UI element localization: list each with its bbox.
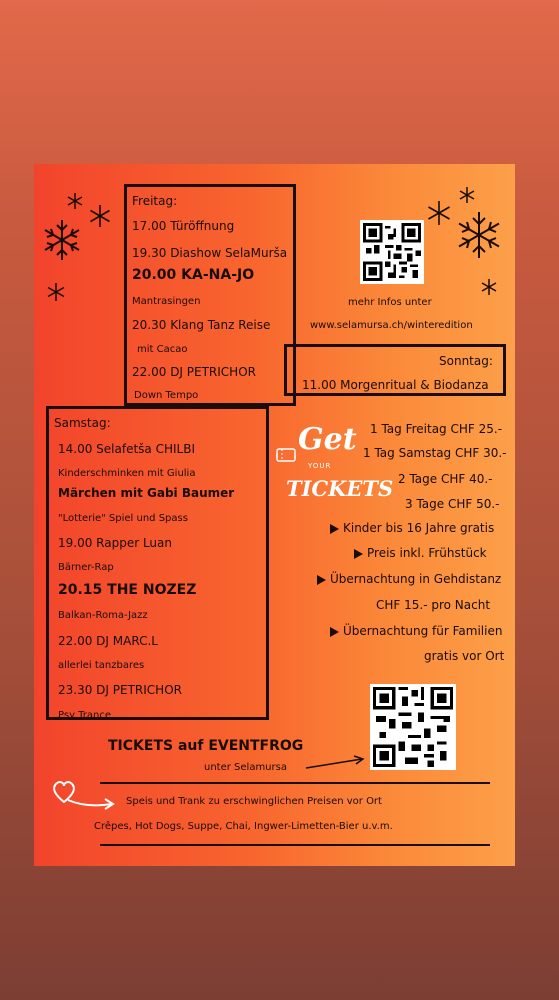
note-line: gratis vor Ort [424,649,505,663]
snowflake-icon [88,204,112,228]
saturday-item-sub: Psy Trance [58,710,112,721]
friday-item: 20.00 KA-NA-JO [132,267,255,283]
badge-your: YOUR [308,462,332,470]
arrow-icon [304,754,368,772]
get-your-tickets-badge [272,422,394,514]
saturday-item: 20.15 THE NOZEZ [58,582,197,598]
saturday-item: Märchen mit Gabi Baumer [58,486,235,500]
event-poster [34,164,515,866]
note-line: Übernachtung in Gehdistanz [317,572,501,586]
price-line: 1 Tag Freitag CHF 25.- [370,422,503,436]
note-line: Übernachtung für Familien [330,624,502,638]
tickets-title: TICKETS auf EVENTFROG [108,738,304,754]
sunday-item: 11.00 Morgenritual & Biodanza [302,378,489,392]
snowflake-icon [458,186,476,204]
info-line: mehr Infos unter [348,297,432,308]
friday-item-sub: Down Tempo [134,390,199,401]
note-line: Preis inkl. Frühstück [354,546,487,560]
price-line: 1 Tag Samstag CHF 30.- [363,446,507,460]
triangle-arrow-icon [317,575,326,585]
tickets-sub: unter Selamursa [204,762,287,773]
saturday-item-sub: Bärner-Rap [58,562,114,573]
qr-code-icon [370,684,456,770]
friday-item: 20.30 Klang Tanz Reise [132,318,271,332]
badge-get: Get [298,422,357,457]
note-line: CHF 15.- pro Nacht [376,598,491,612]
friday-item: 22.00 DJ PETRICHOR [132,365,256,379]
saturday-item: 14.00 Selafetša CHILBI [58,442,195,456]
saturday-item: 22.00 DJ MARC.L [58,634,158,648]
info-url: www.selamursa.ch/winteredition [310,320,473,331]
saturday-item: 19.00 Rapper Luan [58,536,172,550]
snowflake-icon [38,216,86,264]
snowflake-icon [452,208,506,262]
saturday-item-sub: allerlei tanzbares [58,660,145,671]
snowflake-icon [480,278,498,296]
friday-item-sub: mit Cacao [137,344,188,355]
food-line: Speis und Trank zu erschwinglichen Preisen vor Ort [126,796,382,807]
saturday-item-sub: Balkan-Roma-Jazz [58,610,148,621]
snowflake-icon [46,282,66,302]
divider-line [100,844,490,846]
friday-item: 19.30 Diashow SelaMurša [132,246,288,260]
saturday-item-sub: Kinderschminken mit Giulia [58,468,196,479]
food-line: Crêpes, Hot Dogs, Suppe, Chai, Ingwer-Limetten-Bier u.v.m. [94,821,393,832]
friday-item: 17.00 Türöffnung [132,219,235,233]
price-line: 2 Tage CHF 40.- [398,472,493,486]
price-line: 3 Tage CHF 50.- [405,497,500,511]
qr-code-icon [360,220,424,284]
ticket-icon [276,448,296,462]
saturday-heading: Samstag: [54,416,111,430]
note-line: Kinder bis 16 Jahre gratis [330,521,494,535]
badge-tickets: TICKETS [286,476,394,501]
friday-item-sub: Mantrasingen [132,296,201,307]
triangle-arrow-icon [330,524,339,534]
snowflake-icon [426,200,452,226]
sunday-heading: Sonntag: [439,354,493,368]
saturday-item-sub: "Lotterie" Spiel und Spass [58,513,188,524]
snowflake-icon [66,192,84,210]
friday-heading: Freitag: [132,194,178,208]
triangle-arrow-icon [354,549,363,559]
saturday-item: 23.30 DJ PETRICHOR [58,683,182,697]
triangle-arrow-icon [330,627,339,637]
divider-line [100,782,490,784]
